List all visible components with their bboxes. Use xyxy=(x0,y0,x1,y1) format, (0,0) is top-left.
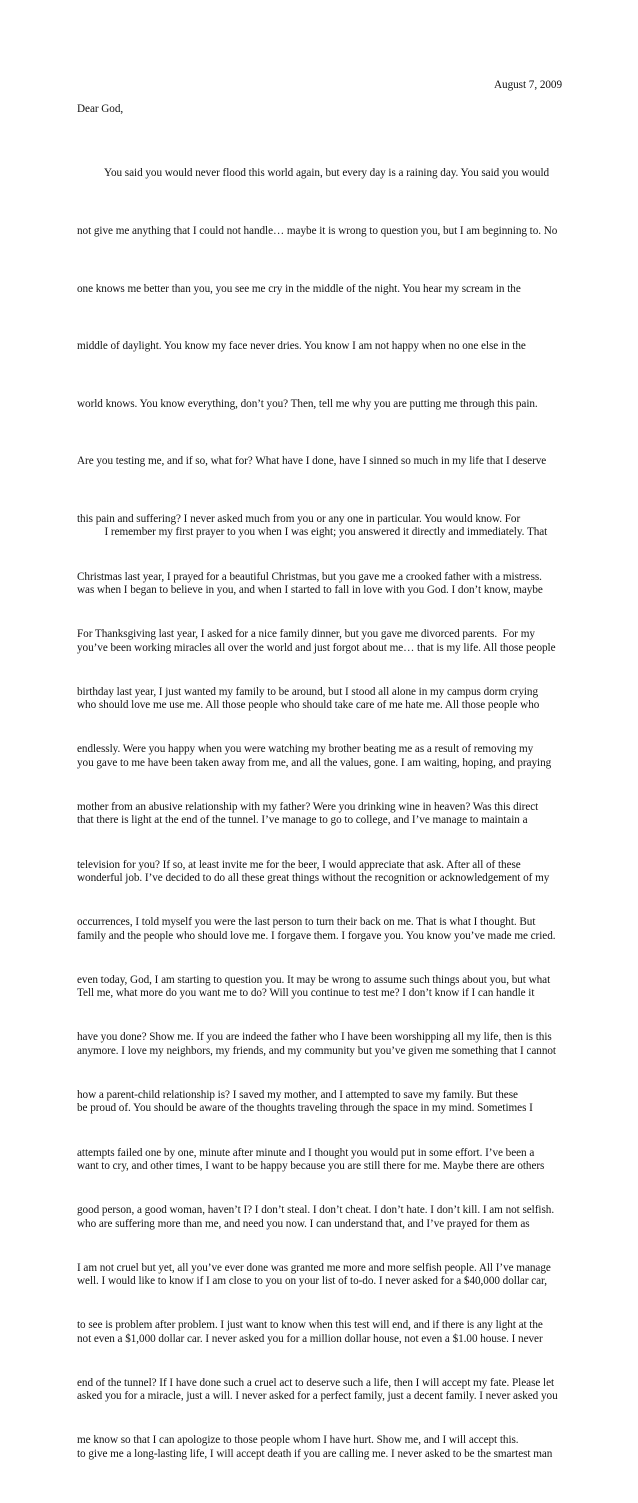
letter-paragraph-2 xyxy=(77,485,577,1503)
paragraph-line: For Thanksgiving last year, I asked for a nice family dinner, but you gave me divorced parents. For my xyxy=(77,628,535,641)
paragraph-line: you’ve been working miracles all over the world and just forgot about me… that is my life. All those people xyxy=(77,641,556,654)
paragraph-line: middle of daylight. You know my face never dries. You know I am not happy when no one else in the xyxy=(77,340,526,353)
paragraph-line: this pain and suffering? I never asked much from you or any one in particular. You would know. For xyxy=(77,512,521,525)
paragraph-line: asked you for a miracle, just a will. I never asked for a perfect family, just a decent family. I never asked you xyxy=(77,1390,558,1403)
paragraph-line: I remember my first prayer to you when I was eight; you answered it directly and immediately. That xyxy=(77,526,548,539)
paragraph-line: even today, God, I am starting to question you. It may be wrong to assume such things about you, but what xyxy=(77,973,551,986)
paragraph-line: be proud of. You should be aware of the thoughts traveling through the space in my mind. Sometimes I xyxy=(77,1102,533,1115)
paragraph-line: You said you would never flood this world again, but every day is a raining day. You said you would xyxy=(77,167,550,180)
paragraph-line: not give me anything that I could not handle… maybe it is wrong to question you, but I am beginning to. No xyxy=(77,225,558,237)
letter-salutation: Dear God, xyxy=(77,103,124,115)
paragraph-line: attempts failed one by one, minute after minute and I thought you would put in some effort. I’ve been a xyxy=(77,1146,535,1159)
paragraph-line: to give me a long-lasting life, I will accept death if you are calling me. I never asked to be the smartest man xyxy=(77,1447,553,1460)
paragraph-line: how a parent-child relationship is? I saved my mother, and I attempted to save my family. But these xyxy=(77,1088,518,1101)
paragraph-line: well. I would like to know if I am close to you on your list of to-do. I never asked for a $40,000 dollar car, xyxy=(77,1275,548,1288)
paragraph-line: who should love me use me. All those people who should take care of me hate me. All those people who xyxy=(77,699,540,712)
paragraph-line: I am not cruel but yet, all you’ve ever done was granted me more and more selfish people. All I’ve manage xyxy=(77,1261,551,1274)
paragraph-line: world knows. You know everything, don’t you? Then, tell me why you are putting me through this pain. xyxy=(77,397,538,410)
paragraph-line: birthday last year, I just wanted my family to be around, but I stood all alone in my campus dorm crying xyxy=(77,685,539,698)
paragraph-line: family and the people who should love me. I forgave them. I forgave you. You know you’ve made me cried. xyxy=(77,929,556,942)
letter-date: August 7, 2009 xyxy=(494,79,562,91)
paragraph-line: was when I began to believe in you, and when I started to fall in love with you God. I don’t know, maybe xyxy=(77,584,543,596)
paragraph-line: not even a $1,000 dollar car. I never asked you for a million dollar house, not even a $1.00 house. I never xyxy=(77,1332,543,1345)
paragraph-line: want to cry, and other times, I want to be happy because you are still there for me. Maybe there are others xyxy=(77,1159,545,1172)
paragraph-line: occurrences, I told myself you were the last person to turn their back on me. That is what I thought. But xyxy=(77,916,536,929)
paragraph-line: Tell me, what more do you want me to do? Will you continue to test me? I don’t know if I can handle it xyxy=(77,987,535,1000)
paragraph-line: television for you? If so, at least invite me for the beer, I would appreciate that ask. After all of these xyxy=(77,858,521,871)
paragraph-line: have you done? Show me. If you are indeed the father who I have been worshipping all my life, then is this xyxy=(77,1031,552,1044)
paragraph-line: good person, a good woman, haven’t I? I don’t steal. I don’t cheat. I don’t hate. I don’t kill. I am not selfish. xyxy=(77,1204,555,1217)
paragraph-line: anymore. I love my neighbors, my friends, and my community but you’ve given me something that I cannot xyxy=(77,1044,556,1057)
paragraph-line: mother from an abusive relationship with my father? Were you drinking wine in heaven? Was this direct xyxy=(77,800,539,813)
paragraph-line: end of the tunnel? If I have done such a cruel act to deserve such a life, then I will accept my fate. Please let xyxy=(77,1376,555,1389)
paragraph-line: endlessly. Were you happy when you were watching my brother beating me as a result of removing my xyxy=(77,743,534,756)
paragraph-line: wonderful job. I’ve decided to do all these great things without the recognition or acknowledgement of my xyxy=(77,871,550,884)
paragraph-line: me know so that I can apologize to those people whom I have hurt. Show me, and I will accept this. xyxy=(77,1434,519,1447)
paragraph-line: you gave to me have been taken away from me, and all the values, gone. I am waiting, hoping, and praying xyxy=(77,756,552,769)
paragraph-line: Are you testing me, and if so, what for? What have I done, have I sinned so much in my life that I deserve xyxy=(77,455,547,468)
paragraph-line: one knows me better than you, you see me cry in the middle of the night. You hear my scream in the xyxy=(77,282,521,295)
paragraph-line: to see is problem after problem. I just want to know when this test will end, and if there is any light at the xyxy=(77,1319,543,1332)
paragraph-line: that there is light at the end of the tunnel. I’ve manage to go to college, and I’ve manage to maintain a xyxy=(77,814,528,827)
paragraph-line: Christmas last year, I prayed for a beautiful Christmas, but you gave me a crooked father with a mistress. xyxy=(77,570,542,583)
paragraph-line: who are suffering more than me, and need you now. I can understand that, and I’ve prayed for them as xyxy=(77,1217,530,1230)
